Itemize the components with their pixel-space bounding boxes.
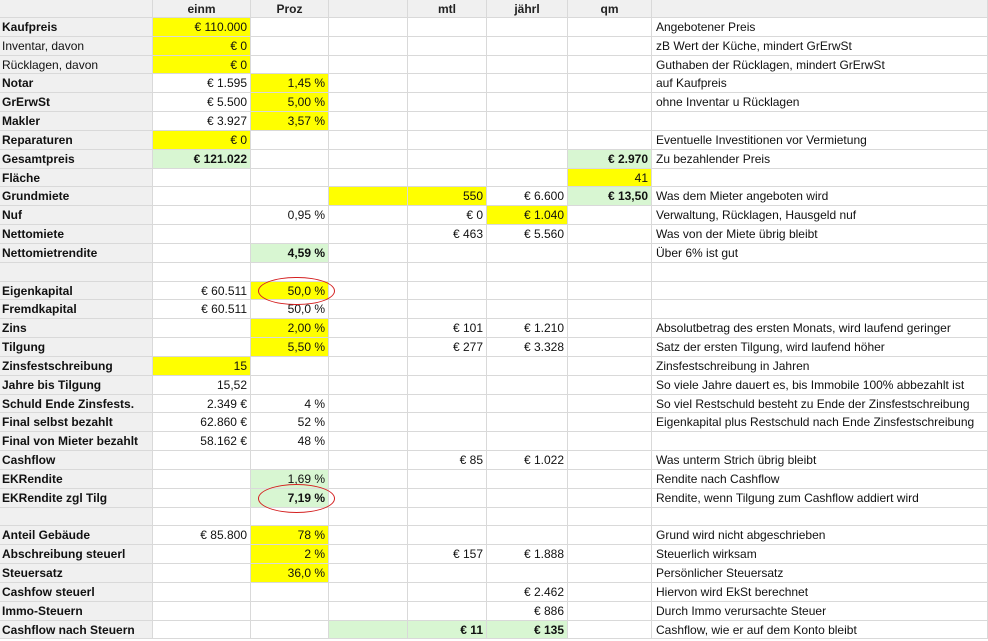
cell-jaehrl-7[interactable]: [487, 131, 568, 150]
column-header-8[interactable]: [652, 0, 988, 18]
row-label-1[interactable]: Kaufpreis: [0, 18, 153, 37]
cell-note-16[interactable]: [652, 300, 988, 319]
row-label-3[interactable]: Rücklagen, davon: [0, 56, 153, 75]
cell-note-10[interactable]: Was dem Mieter angeboten wird: [652, 187, 988, 206]
cell-note-19[interactable]: Zinsfestschreibung in Jahren: [652, 357, 988, 376]
row-label-2[interactable]: Inventar, davon: [0, 37, 153, 56]
cell-col4-25[interactable]: [329, 470, 408, 489]
cell-note-11[interactable]: Verwaltung, Rücklagen, Hausgeld nuf: [652, 206, 988, 225]
row-label-13[interactable]: Nettomietrendite: [0, 244, 153, 263]
cell-mtl-15[interactable]: [408, 282, 487, 301]
cell-qm-2[interactable]: [568, 37, 652, 56]
cell-mtl-13[interactable]: [408, 244, 487, 263]
cell-note-14[interactable]: [652, 263, 988, 282]
row-label-9[interactable]: Fläche: [0, 169, 153, 188]
cell-proz-2[interactable]: [251, 37, 329, 56]
cell-mtl-14[interactable]: [408, 263, 487, 282]
cell-mtl-4[interactable]: [408, 74, 487, 93]
row-label-31[interactable]: Cashfow steuerl: [0, 583, 153, 602]
cell-einm-13[interactable]: [153, 244, 251, 263]
cell-note-24[interactable]: Was unterm Strich übrig bleibt: [652, 451, 988, 470]
cell-proz-6[interactable]: 3,57 %: [251, 112, 329, 131]
cell-col4-15[interactable]: [329, 282, 408, 301]
cell-col4-16[interactable]: [329, 300, 408, 319]
cell-col4-8[interactable]: [329, 150, 408, 169]
cell-col4-23[interactable]: [329, 432, 408, 451]
cell-note-30[interactable]: Persönlicher Steuersatz: [652, 564, 988, 583]
cell-proz-18[interactable]: 5,50 %: [251, 338, 329, 357]
column-header-4[interactable]: [329, 0, 408, 18]
cell-qm-27[interactable]: [568, 508, 652, 527]
cell-col4-33[interactable]: [329, 621, 408, 640]
row-label-7[interactable]: Reparaturen: [0, 131, 153, 150]
row-label-5[interactable]: GrErwSt: [0, 93, 153, 112]
cell-jaehrl-1[interactable]: [487, 18, 568, 37]
row-label-29[interactable]: Abschreibung steuerl: [0, 545, 153, 564]
cell-note-4[interactable]: auf Kaufpreis: [652, 74, 988, 93]
cell-note-8[interactable]: Zu bezahlender Preis: [652, 150, 988, 169]
cell-note-32[interactable]: Durch Immo verursachte Steuer: [652, 602, 988, 621]
cell-note-6[interactable]: [652, 112, 988, 131]
cell-jaehrl-28[interactable]: [487, 526, 568, 545]
cell-note-5[interactable]: ohne Inventar u Rücklagen: [652, 93, 988, 112]
cell-col4-26[interactable]: [329, 489, 408, 508]
cell-mtl-6[interactable]: [408, 112, 487, 131]
cell-mtl-11[interactable]: € 0: [408, 206, 487, 225]
cell-mtl-12[interactable]: € 463: [408, 225, 487, 244]
cell-mtl-8[interactable]: [408, 150, 487, 169]
cell-einm-16[interactable]: € 60.511: [153, 300, 251, 319]
cell-col4-21[interactable]: [329, 395, 408, 414]
cell-col4-7[interactable]: [329, 131, 408, 150]
cell-jaehrl-17[interactable]: € 1.210: [487, 319, 568, 338]
cell-mtl-31[interactable]: [408, 583, 487, 602]
cell-qm-24[interactable]: [568, 451, 652, 470]
cell-jaehrl-32[interactable]: € 886: [487, 602, 568, 621]
cell-note-15[interactable]: [652, 282, 988, 301]
cell-qm-29[interactable]: [568, 545, 652, 564]
cell-jaehrl-27[interactable]: [487, 508, 568, 527]
cell-note-9[interactable]: [652, 169, 988, 188]
cell-qm-18[interactable]: [568, 338, 652, 357]
cell-einm-9[interactable]: [153, 169, 251, 188]
row-label-20[interactable]: Jahre bis Tilgung: [0, 376, 153, 395]
cell-col4-27[interactable]: [329, 508, 408, 527]
cell-proz-15[interactable]: 50,0 %: [251, 282, 329, 301]
cell-mtl-19[interactable]: [408, 357, 487, 376]
cell-col4-2[interactable]: [329, 37, 408, 56]
row-label-28[interactable]: Anteil Gebäude: [0, 526, 153, 545]
row-label-21[interactable]: Schuld Ende Zinsfests.: [0, 395, 153, 414]
cell-note-7[interactable]: Eventuelle Investitionen vor Vermietung: [652, 131, 988, 150]
cell-col4-18[interactable]: [329, 338, 408, 357]
cell-einm-30[interactable]: [153, 564, 251, 583]
cell-einm-24[interactable]: [153, 451, 251, 470]
cell-einm-14[interactable]: [153, 263, 251, 282]
cell-einm-28[interactable]: € 85.800: [153, 526, 251, 545]
cell-col4-24[interactable]: [329, 451, 408, 470]
row-label-22[interactable]: Final selbst bezahlt: [0, 413, 153, 432]
cell-proz-16[interactable]: 50,0 %: [251, 300, 329, 319]
column-header-1[interactable]: [0, 0, 153, 18]
cell-proz-5[interactable]: 5,00 %: [251, 93, 329, 112]
cell-proz-17[interactable]: 2,00 %: [251, 319, 329, 338]
cell-note-13[interactable]: Über 6% ist gut: [652, 244, 988, 263]
cell-qm-28[interactable]: [568, 526, 652, 545]
cell-qm-9[interactable]: 41: [568, 169, 652, 188]
cell-einm-20[interactable]: 15,52: [153, 376, 251, 395]
cell-qm-15[interactable]: [568, 282, 652, 301]
cell-mtl-33[interactable]: € 11: [408, 621, 487, 640]
cell-note-33[interactable]: Cashflow, wie er auf dem Konto bleibt: [652, 621, 988, 640]
cell-note-18[interactable]: Satz der ersten Tilgung, wird laufend höher: [652, 338, 988, 357]
cell-mtl-25[interactable]: [408, 470, 487, 489]
cell-proz-8[interactable]: [251, 150, 329, 169]
cell-einm-18[interactable]: [153, 338, 251, 357]
row-label-10[interactable]: Grundmiete: [0, 187, 153, 206]
cell-proz-20[interactable]: [251, 376, 329, 395]
cell-jaehrl-4[interactable]: [487, 74, 568, 93]
cell-qm-5[interactable]: [568, 93, 652, 112]
cell-jaehrl-16[interactable]: [487, 300, 568, 319]
cell-jaehrl-9[interactable]: [487, 169, 568, 188]
cell-einm-26[interactable]: [153, 489, 251, 508]
cell-proz-32[interactable]: [251, 602, 329, 621]
cell-einm-3[interactable]: € 0: [153, 56, 251, 75]
cell-einm-19[interactable]: 15: [153, 357, 251, 376]
cell-jaehrl-18[interactable]: € 3.328: [487, 338, 568, 357]
cell-note-29[interactable]: Steuerlich wirksam: [652, 545, 988, 564]
cell-einm-21[interactable]: 2.349 €: [153, 395, 251, 414]
row-label-15[interactable]: Eigenkapital: [0, 282, 153, 301]
cell-note-27[interactable]: [652, 508, 988, 527]
cell-qm-32[interactable]: [568, 602, 652, 621]
cell-proz-19[interactable]: [251, 357, 329, 376]
cell-mtl-32[interactable]: [408, 602, 487, 621]
cell-proz-10[interactable]: [251, 187, 329, 206]
cell-einm-7[interactable]: € 0: [153, 131, 251, 150]
cell-qm-11[interactable]: [568, 206, 652, 225]
cell-qm-7[interactable]: [568, 131, 652, 150]
cell-col4-12[interactable]: [329, 225, 408, 244]
row-label-12[interactable]: Nettomiete: [0, 225, 153, 244]
cell-jaehrl-13[interactable]: [487, 244, 568, 263]
cell-mtl-30[interactable]: [408, 564, 487, 583]
cell-jaehrl-33[interactable]: € 135: [487, 621, 568, 640]
row-label-30[interactable]: Steuersatz: [0, 564, 153, 583]
cell-jaehrl-30[interactable]: [487, 564, 568, 583]
cell-qm-33[interactable]: [568, 621, 652, 640]
cell-einm-29[interactable]: [153, 545, 251, 564]
cell-einm-1[interactable]: € 110.000: [153, 18, 251, 37]
cell-proz-14[interactable]: [251, 263, 329, 282]
cell-einm-6[interactable]: € 3.927: [153, 112, 251, 131]
row-label-17[interactable]: Zins: [0, 319, 153, 338]
cell-note-3[interactable]: Guthaben der Rücklagen, mindert GrErwSt: [652, 56, 988, 75]
cell-jaehrl-6[interactable]: [487, 112, 568, 131]
cell-note-20[interactable]: So viele Jahre dauert es, bis Immobile 100% abbezahlt ist: [652, 376, 988, 395]
cell-jaehrl-31[interactable]: € 2.462: [487, 583, 568, 602]
cell-jaehrl-14[interactable]: [487, 263, 568, 282]
cell-mtl-28[interactable]: [408, 526, 487, 545]
cell-qm-8[interactable]: € 2.970: [568, 150, 652, 169]
row-label-33[interactable]: Cashflow nach Steuern: [0, 621, 153, 640]
cell-proz-33[interactable]: [251, 621, 329, 640]
row-label-24[interactable]: Cashflow: [0, 451, 153, 470]
cell-mtl-2[interactable]: [408, 37, 487, 56]
cell-qm-14[interactable]: [568, 263, 652, 282]
cell-jaehrl-19[interactable]: [487, 357, 568, 376]
cell-mtl-20[interactable]: [408, 376, 487, 395]
cell-proz-22[interactable]: 52 %: [251, 413, 329, 432]
cell-einm-33[interactable]: [153, 621, 251, 640]
cell-mtl-17[interactable]: € 101: [408, 319, 487, 338]
cell-jaehrl-15[interactable]: [487, 282, 568, 301]
cell-qm-23[interactable]: [568, 432, 652, 451]
cell-col4-14[interactable]: [329, 263, 408, 282]
cell-mtl-27[interactable]: [408, 508, 487, 527]
cell-proz-28[interactable]: 78 %: [251, 526, 329, 545]
cell-note-22[interactable]: Eigenkapital plus Restschuld nach Ende Zinsfestschreibung: [652, 413, 988, 432]
cell-jaehrl-12[interactable]: € 5.560: [487, 225, 568, 244]
cell-einm-23[interactable]: 58.162 €: [153, 432, 251, 451]
row-label-32[interactable]: Immo-Steuern: [0, 602, 153, 621]
cell-jaehrl-3[interactable]: [487, 56, 568, 75]
cell-einm-27[interactable]: [153, 508, 251, 527]
cell-note-12[interactable]: Was von der Miete übrig bleibt: [652, 225, 988, 244]
cell-col4-28[interactable]: [329, 526, 408, 545]
cell-jaehrl-20[interactable]: [487, 376, 568, 395]
cell-col4-32[interactable]: [329, 602, 408, 621]
row-label-14[interactable]: [0, 263, 153, 282]
row-label-23[interactable]: Final von Mieter bezahlt: [0, 432, 153, 451]
cell-mtl-29[interactable]: € 157: [408, 545, 487, 564]
cell-proz-11[interactable]: 0,95 %: [251, 206, 329, 225]
cell-jaehrl-25[interactable]: [487, 470, 568, 489]
cell-proz-25[interactable]: 1,69 %: [251, 470, 329, 489]
cell-proz-31[interactable]: [251, 583, 329, 602]
cell-note-28[interactable]: Grund wird nicht abgeschrieben: [652, 526, 988, 545]
column-header-5[interactable]: mtl: [408, 0, 487, 18]
cell-col4-10[interactable]: [329, 187, 408, 206]
row-label-16[interactable]: Fremdkapital: [0, 300, 153, 319]
cell-proz-3[interactable]: [251, 56, 329, 75]
cell-note-31[interactable]: Hiervon wird EkSt berechnet: [652, 583, 988, 602]
cell-jaehrl-26[interactable]: [487, 489, 568, 508]
cell-note-17[interactable]: Absolutbetrag des ersten Monats, wird laufend geringer: [652, 319, 988, 338]
cell-einm-10[interactable]: [153, 187, 251, 206]
cell-proz-9[interactable]: [251, 169, 329, 188]
cell-qm-20[interactable]: [568, 376, 652, 395]
column-header-2[interactable]: einm: [153, 0, 251, 18]
cell-qm-21[interactable]: [568, 395, 652, 414]
cell-qm-13[interactable]: [568, 244, 652, 263]
cell-mtl-26[interactable]: [408, 489, 487, 508]
column-header-6[interactable]: jährl: [487, 0, 568, 18]
cell-qm-12[interactable]: [568, 225, 652, 244]
row-label-6[interactable]: Makler: [0, 112, 153, 131]
cell-qm-30[interactable]: [568, 564, 652, 583]
row-label-11[interactable]: Nuf: [0, 206, 153, 225]
cell-col4-13[interactable]: [329, 244, 408, 263]
cell-proz-12[interactable]: [251, 225, 329, 244]
cell-jaehrl-11[interactable]: € 1.040: [487, 206, 568, 225]
row-label-26[interactable]: EKRendite zgl Tilg: [0, 489, 153, 508]
cell-proz-26[interactable]: 7,19 %: [251, 489, 329, 508]
cell-jaehrl-2[interactable]: [487, 37, 568, 56]
cell-mtl-22[interactable]: [408, 413, 487, 432]
cell-mtl-7[interactable]: [408, 131, 487, 150]
cell-einm-32[interactable]: [153, 602, 251, 621]
cell-proz-27[interactable]: [251, 508, 329, 527]
cell-col4-29[interactable]: [329, 545, 408, 564]
cell-mtl-10[interactable]: 550: [408, 187, 487, 206]
cell-qm-19[interactable]: [568, 357, 652, 376]
cell-col4-1[interactable]: [329, 18, 408, 37]
cell-proz-24[interactable]: [251, 451, 329, 470]
row-label-19[interactable]: Zinsfestschreibung: [0, 357, 153, 376]
row-label-8[interactable]: Gesamtpreis: [0, 150, 153, 169]
cell-col4-22[interactable]: [329, 413, 408, 432]
row-label-18[interactable]: Tilgung: [0, 338, 153, 357]
cell-proz-4[interactable]: 1,45 %: [251, 74, 329, 93]
cell-col4-31[interactable]: [329, 583, 408, 602]
cell-mtl-5[interactable]: [408, 93, 487, 112]
cell-jaehrl-24[interactable]: € 1.022: [487, 451, 568, 470]
cell-einm-31[interactable]: [153, 583, 251, 602]
row-label-27[interactable]: [0, 508, 153, 527]
cell-col4-30[interactable]: [329, 564, 408, 583]
cell-jaehrl-8[interactable]: [487, 150, 568, 169]
cell-proz-13[interactable]: 4,59 %: [251, 244, 329, 263]
row-label-25[interactable]: EKRendite: [0, 470, 153, 489]
cell-note-26[interactable]: Rendite, wenn Tilgung zum Cashflow addiert wird: [652, 489, 988, 508]
cell-qm-31[interactable]: [568, 583, 652, 602]
cell-col4-3[interactable]: [329, 56, 408, 75]
cell-col4-11[interactable]: [329, 206, 408, 225]
cell-note-1[interactable]: Angebotener Preis: [652, 18, 988, 37]
cell-col4-5[interactable]: [329, 93, 408, 112]
cell-einm-4[interactable]: € 1.595: [153, 74, 251, 93]
cell-jaehrl-21[interactable]: [487, 395, 568, 414]
cell-einm-8[interactable]: € 121.022: [153, 150, 251, 169]
cell-einm-11[interactable]: [153, 206, 251, 225]
cell-qm-16[interactable]: [568, 300, 652, 319]
row-label-4[interactable]: Notar: [0, 74, 153, 93]
cell-col4-17[interactable]: [329, 319, 408, 338]
cell-qm-3[interactable]: [568, 56, 652, 75]
cell-qm-6[interactable]: [568, 112, 652, 131]
cell-proz-7[interactable]: [251, 131, 329, 150]
cell-col4-19[interactable]: [329, 357, 408, 376]
cell-einm-22[interactable]: 62.860 €: [153, 413, 251, 432]
cell-col4-6[interactable]: [329, 112, 408, 131]
cell-einm-12[interactable]: [153, 225, 251, 244]
cell-qm-26[interactable]: [568, 489, 652, 508]
cell-proz-30[interactable]: 36,0 %: [251, 564, 329, 583]
cell-mtl-16[interactable]: [408, 300, 487, 319]
cell-jaehrl-22[interactable]: [487, 413, 568, 432]
cell-jaehrl-29[interactable]: € 1.888: [487, 545, 568, 564]
cell-mtl-3[interactable]: [408, 56, 487, 75]
cell-mtl-9[interactable]: [408, 169, 487, 188]
cell-col4-4[interactable]: [329, 74, 408, 93]
column-header-3[interactable]: Proz: [251, 0, 329, 18]
cell-einm-2[interactable]: € 0: [153, 37, 251, 56]
cell-note-25[interactable]: Rendite nach Cashflow: [652, 470, 988, 489]
cell-qm-1[interactable]: [568, 18, 652, 37]
cell-col4-20[interactable]: [329, 376, 408, 395]
cell-einm-15[interactable]: € 60.511: [153, 282, 251, 301]
cell-qm-4[interactable]: [568, 74, 652, 93]
cell-qm-17[interactable]: [568, 319, 652, 338]
cell-note-2[interactable]: zB Wert der Küche, mindert GrErwSt: [652, 37, 988, 56]
cell-mtl-18[interactable]: € 277: [408, 338, 487, 357]
cell-jaehrl-5[interactable]: [487, 93, 568, 112]
cell-proz-29[interactable]: 2 %: [251, 545, 329, 564]
cell-mtl-21[interactable]: [408, 395, 487, 414]
cell-qm-10[interactable]: € 13,50: [568, 187, 652, 206]
cell-qm-25[interactable]: [568, 470, 652, 489]
cell-jaehrl-23[interactable]: [487, 432, 568, 451]
cell-mtl-1[interactable]: [408, 18, 487, 37]
cell-proz-1[interactable]: [251, 18, 329, 37]
cell-note-23[interactable]: [652, 432, 988, 451]
cell-note-21[interactable]: So viel Restschuld besteht zu Ende der Zinsfestschreibung: [652, 395, 988, 414]
cell-mtl-23[interactable]: [408, 432, 487, 451]
cell-mtl-24[interactable]: € 85: [408, 451, 487, 470]
cell-jaehrl-10[interactable]: € 6.600: [487, 187, 568, 206]
cell-proz-23[interactable]: 48 %: [251, 432, 329, 451]
column-header-7[interactable]: qm: [568, 0, 652, 18]
cell-qm-22[interactable]: [568, 413, 652, 432]
cell-einm-25[interactable]: [153, 470, 251, 489]
cell-einm-5[interactable]: € 5.500: [153, 93, 251, 112]
cell-proz-21[interactable]: 4 %: [251, 395, 329, 414]
cell-col4-9[interactable]: [329, 169, 408, 188]
cell-einm-17[interactable]: [153, 319, 251, 338]
